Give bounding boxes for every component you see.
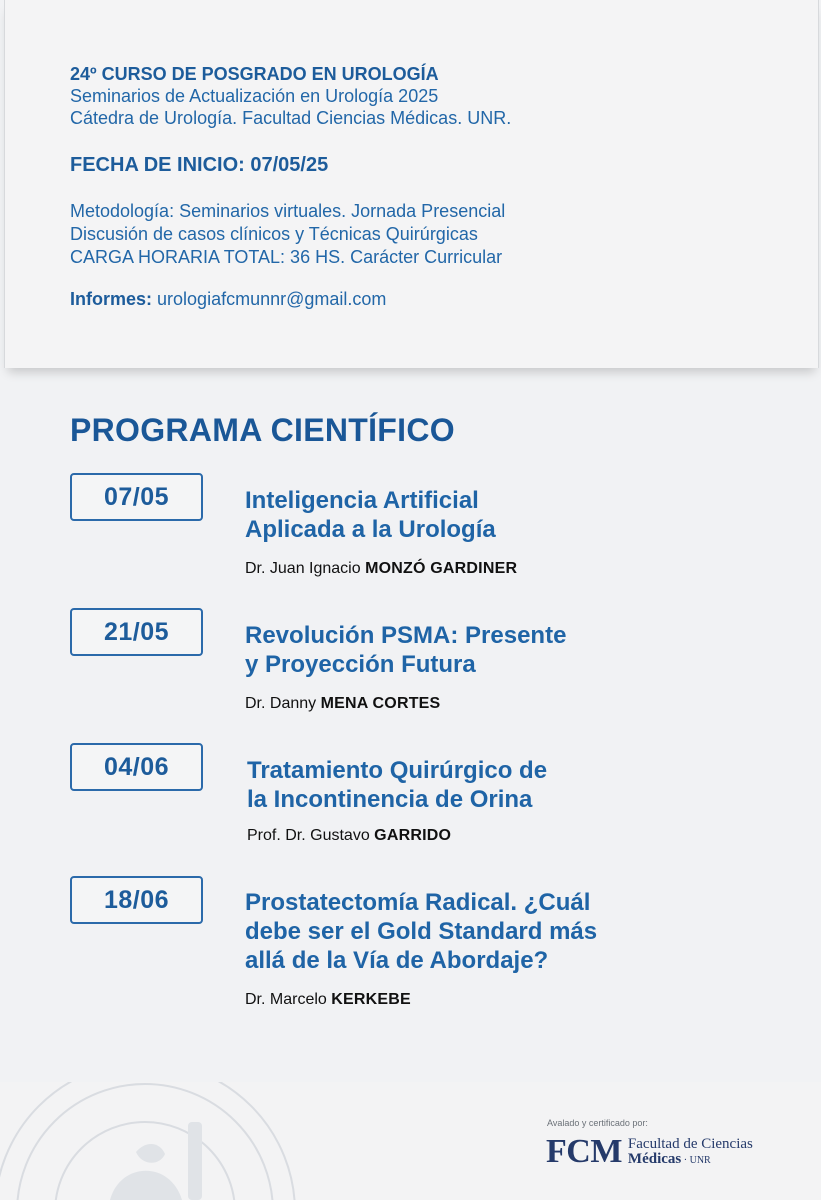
session-body bbox=[245, 621, 765, 714]
session-date-box: 04/06 bbox=[70, 743, 203, 791]
start-date: FECHA DE INICIO: 07/05/25 bbox=[70, 154, 329, 176]
speaker-prefix: Prof. Dr. Gustavo bbox=[247, 827, 370, 844]
course-institution: Cátedra de Urología. Facultad Ciencias Médicas. UNR. bbox=[70, 108, 512, 128]
session-speaker bbox=[247, 826, 767, 846]
methodology-line: Metodología: Seminarios virtuales. Jornada Presencial bbox=[70, 201, 506, 221]
speaker-prefix: Dr. Danny bbox=[245, 695, 317, 712]
fcm-logo-mark: FCM bbox=[546, 1133, 622, 1170]
speaker-surname: GARRIDO bbox=[374, 827, 452, 844]
session-title-line: allá de la Vía de Abordaje? bbox=[245, 947, 549, 974]
program-title: PROGRAMA CIENTÍFICO bbox=[70, 412, 455, 448]
session-speaker bbox=[245, 559, 765, 579]
session-title-line: Aplicada a la Urología bbox=[245, 516, 496, 543]
session-speaker bbox=[245, 990, 765, 1010]
session-body bbox=[245, 888, 765, 1010]
session-title-line: Inteligencia Artificial bbox=[245, 487, 479, 514]
session-title-line: y Proyección Futura bbox=[245, 651, 476, 678]
session-title-line: la Incontinencia de Orina bbox=[247, 786, 533, 813]
session-body bbox=[247, 756, 767, 846]
methodology-block bbox=[70, 200, 750, 269]
session-title-line: debe ser el Gold Standard más bbox=[245, 918, 598, 945]
session-title-line: Prostatectomía Radical. ¿Cuál bbox=[245, 889, 591, 916]
fcm-logo-unr: UNR bbox=[689, 1154, 711, 1166]
speaker-surname: MONZÓ GARDINER bbox=[365, 560, 518, 577]
session-speaker bbox=[245, 694, 765, 714]
fcm-logo-medicas: Médicas bbox=[627, 1150, 682, 1167]
speaker-prefix: Dr. Juan Ignacio bbox=[245, 560, 361, 577]
session-title-line: Tratamiento Quirúrgico de bbox=[247, 757, 548, 784]
session-date-box: 18/06 bbox=[70, 876, 203, 924]
fcm-logo-text bbox=[628, 1137, 753, 1168]
session-date-box: 07/05 bbox=[70, 473, 203, 521]
methodology-line: Discusión de casos clínicos y Técnicas Quirúrgicas bbox=[70, 224, 478, 244]
speaker-prefix: Dr. Marcelo bbox=[245, 991, 327, 1008]
course-info-card bbox=[4, 0, 819, 368]
contact-info bbox=[70, 288, 750, 310]
course-title: 24º CURSO DE POSGRADO EN UROLOGÍA bbox=[70, 64, 439, 84]
fcm-logo-separator: · bbox=[681, 1154, 690, 1166]
methodology-line: CARGA HORARIA TOTAL: 36 HS. Carácter Curricular bbox=[70, 247, 503, 267]
session-body bbox=[245, 486, 765, 579]
session-date-box: 21/05 bbox=[70, 608, 203, 656]
contact-email[interactable]: urologiafcmunnr@gmail.com bbox=[157, 289, 387, 309]
course-info-content bbox=[70, 63, 750, 310]
session-title-line: Revolución PSMA: Presente bbox=[245, 622, 567, 649]
course-subtitle: Seminarios de Actualización en Urología 2025 bbox=[70, 86, 439, 106]
speaker-surname: MENA CORTES bbox=[320, 695, 441, 712]
fcm-logo-line2 bbox=[628, 1152, 753, 1168]
fcm-logo bbox=[546, 1135, 753, 1169]
speaker-surname: KERKEBE bbox=[331, 991, 411, 1008]
contact-label: Informes: bbox=[70, 289, 153, 309]
endorsement-label: Avalado y certificado por: bbox=[547, 1118, 648, 1128]
fcm-logo-line1: Facultad de Ciencias bbox=[627, 1135, 753, 1152]
